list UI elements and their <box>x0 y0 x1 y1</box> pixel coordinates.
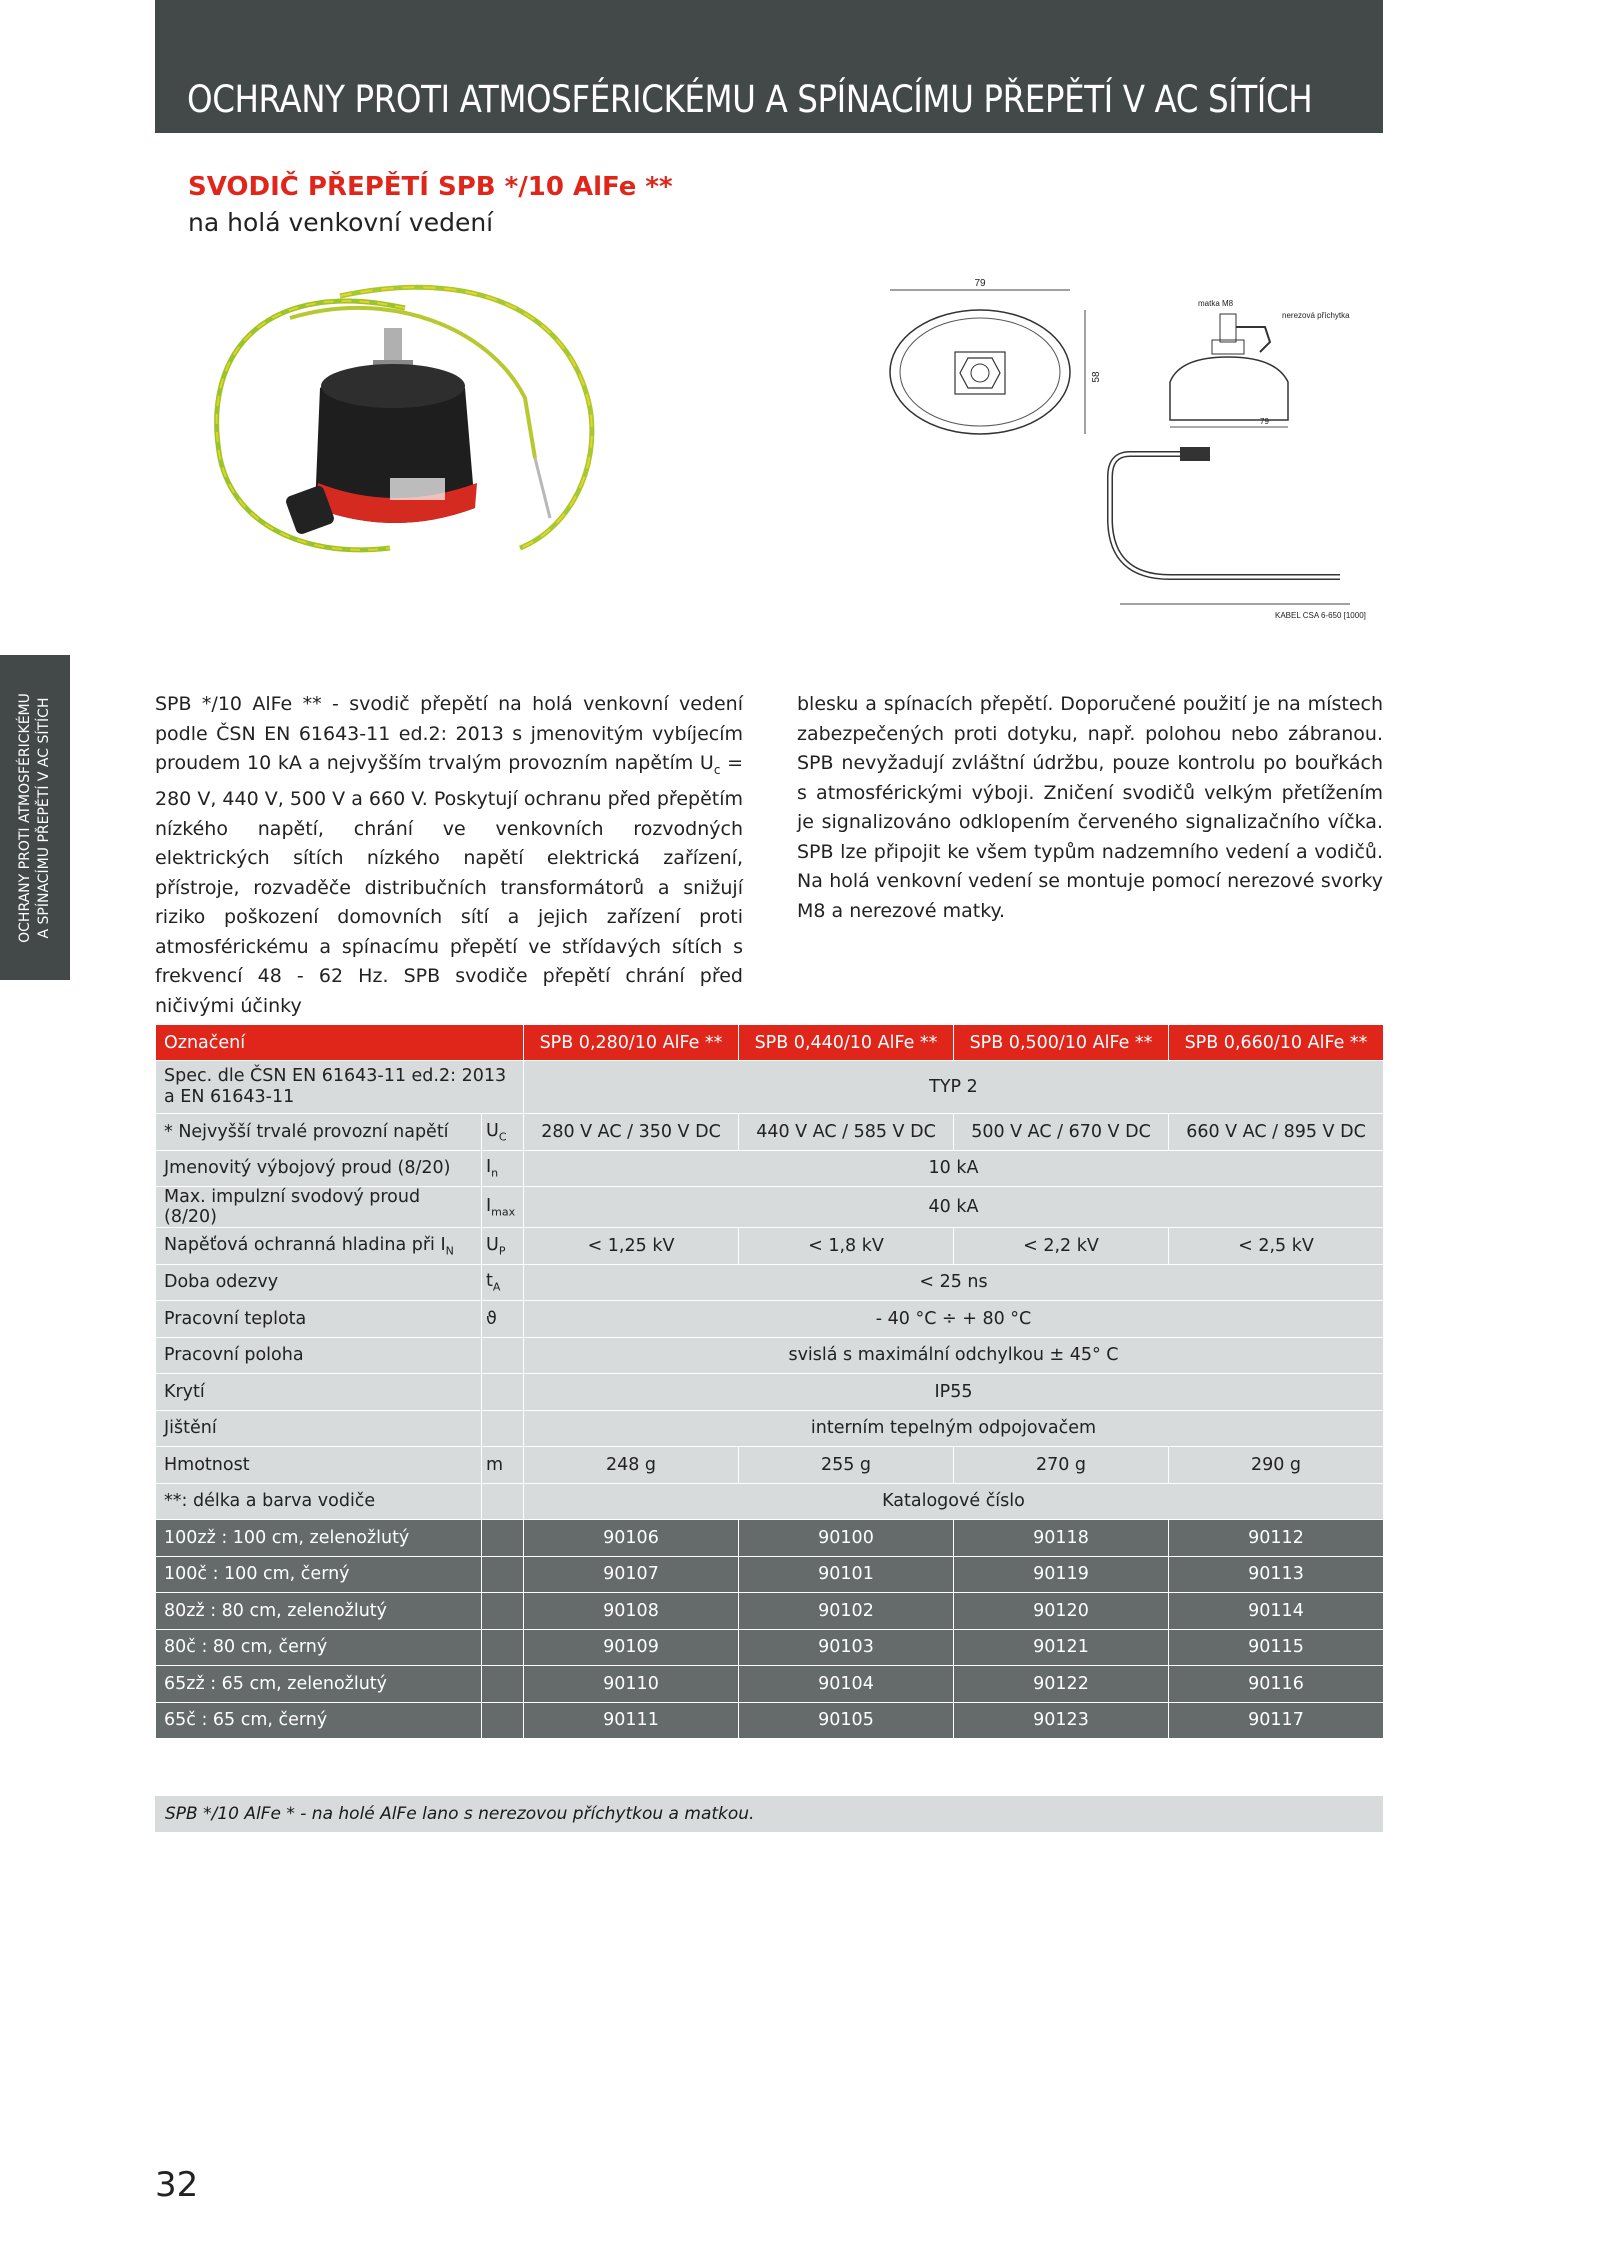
catalog-number: 90117 <box>1169 1702 1384 1739</box>
table-row <box>156 1114 1384 1151</box>
catalog-number: 90112 <box>1169 1520 1384 1557</box>
table-row <box>156 1374 1384 1411</box>
catalog-number: 90104 <box>739 1666 954 1703</box>
page-number: 32 <box>155 2165 199 2205</box>
row-label: 80č : 80 cm, černý <box>156 1629 482 1666</box>
row-label: 65zž : 65 cm, zelenožlutý <box>156 1666 482 1703</box>
label-nut: matka M8 <box>1198 299 1234 308</box>
catalog-row <box>156 1556 1384 1593</box>
product-subtitle: na holá venkovní vedení <box>188 208 494 237</box>
header-model: SPB 0,660/10 AlFe ** <box>1169 1025 1384 1061</box>
row-label: Jmenovitý výbojový proud (8/20) <box>156 1150 482 1187</box>
row-value: < 1,8 kV <box>739 1228 954 1265</box>
side-tab <box>0 655 70 980</box>
row-value: 10 kA <box>524 1150 1384 1187</box>
row-value: 280 V AC / 350 V DC <box>524 1114 739 1151</box>
row-value: 40 kA <box>524 1187 1384 1228</box>
product-photo <box>190 268 620 586</box>
header-model: SPB 0,280/10 AlFe ** <box>524 1025 739 1061</box>
row-label: Spec. dle ČSN EN 61643-11 ed.2: 2013 a EN 61643-11 <box>156 1061 524 1114</box>
catalog-number: 90106 <box>524 1520 739 1557</box>
row-symbol <box>482 1483 524 1520</box>
row-symbol: $U_P$ <box>482 1228 524 1265</box>
row-value: svislá s maximální odchylkou ± 45° C <box>524 1337 1384 1374</box>
table-row <box>156 1301 1384 1338</box>
product-title: SVODIČ PŘEPĚTÍ SPB */10 AlFe ** <box>188 172 673 202</box>
row-label: Jištění <box>156 1410 482 1447</box>
row-label: Napěťová ochranná hladina při $I_N$ <box>156 1228 482 1265</box>
row-symbol <box>482 1702 524 1739</box>
dim-inner: 79 <box>1260 417 1269 426</box>
catalog-number: 90107 <box>524 1556 739 1593</box>
table-row <box>156 1337 1384 1374</box>
catalog-number: 90122 <box>954 1666 1169 1703</box>
row-symbol: ϑ <box>482 1301 524 1338</box>
description-right: blesku a spínacích přepětí. Doporučené použití je na místech zabezpečených proti dotyku, např. polohou nebo zábranou. SPB nevyžadují zvláštní údržbu, pouze kontrolu po bouřkách s atmosférickými výboji. Zničení svodičů velkým přetížením je signalizováno odklopením červeného signalizačního víčka. SPB lze připojit ke všem typům nadzemního vedení a vodičů. Na holá venkovní vedení se montuje pomocí nerezové svorky M8 a nerezové matky. <box>797 693 1383 922</box>
row-value: 248 g <box>524 1447 739 1484</box>
row-value: 660 V AC / 895 V DC <box>1169 1114 1384 1151</box>
catalog-row <box>156 1629 1384 1666</box>
catalog-number: 90105 <box>739 1702 954 1739</box>
table-row <box>156 1264 1384 1301</box>
side-tab-label: OCHRANY PROTI ATMOSFÉRICKÉMU A SPÍNACÍMU PŘEPĚTÍ V AC SÍTÍCH <box>17 692 52 943</box>
description-left: SPB */10 AlFe ** - svodič přepětí na holá venkovní vedení podle ČSN EN 61643-11 ed.2: 2013 s jmenovitým vybíjecím proudem 10 kA a nejvyšším trvalým provozním napětím $U_c = 280$ V, 440 V, 500 V a 660 V. Poskytují ochranu před přepětím nízkého napětí, chrání ve venkovních rozvodných elektrických sítích nízkého napětí elektrická zařízení, přístroje, rozvaděče distribučních transformátorů a snižují riziko poškození domovních sítí a jejich zařízení proti atmosférickému a spínacímu přepětí ve střídavých sítích s frekvencí 48 - 62 Hz. SPB svodiče přepětí chrání před ničivými účinky <box>155 693 744 1017</box>
label-clamp: nerezová příchytka <box>1282 311 1350 320</box>
row-label: Doba odezvy <box>156 1264 482 1301</box>
row-symbol: $t_A$ <box>482 1264 524 1301</box>
catalog-number: 90116 <box>1169 1666 1384 1703</box>
catalog-number: 90120 <box>954 1593 1169 1630</box>
catalog-number: 90114 <box>1169 1593 1384 1630</box>
row-label: 80zž : 80 cm, zelenožlutý <box>156 1593 482 1630</box>
technical-drawing <box>880 272 1370 632</box>
catalog-row <box>156 1520 1384 1557</box>
row-label: Hmotnost <box>156 1447 482 1484</box>
footnote: SPB */10 AlFe * - na holé AlFe lano s nerezovou příchytkou a matkou. <box>155 1796 1383 1832</box>
row-value: 290 g <box>1169 1447 1384 1484</box>
catalog-number: 90101 <box>739 1556 954 1593</box>
table-row <box>156 1447 1384 1484</box>
row-symbol <box>482 1629 524 1666</box>
catalog-number: 90110 <box>524 1666 739 1703</box>
catalog-number: 90102 <box>739 1593 954 1630</box>
table-header-row <box>156 1025 1384 1061</box>
row-symbol <box>482 1410 524 1447</box>
row-label: **: délka a barva vodiče <box>156 1483 482 1520</box>
table-row <box>156 1061 1384 1114</box>
catalog-number: 90103 <box>739 1629 954 1666</box>
row-label: Krytí <box>156 1374 482 1411</box>
row-value: 500 V AC / 670 V DC <box>954 1114 1169 1151</box>
catalog-number: 90118 <box>954 1520 1169 1557</box>
row-label: 100zž : 100 cm, zelenožlutý <box>156 1520 482 1557</box>
row-label: Max. impulzní svodový proud (8/20) <box>156 1187 482 1228</box>
table-row <box>156 1150 1384 1187</box>
header-label: Označení <box>156 1025 524 1061</box>
row-label: * Nejvyšší trvalé provozní napětí <box>156 1114 482 1151</box>
table-row <box>156 1410 1384 1447</box>
catalog-row <box>156 1702 1384 1739</box>
row-value: 255 g <box>739 1447 954 1484</box>
dim-height: 58 <box>1091 371 1102 383</box>
catalog-row <box>156 1593 1384 1630</box>
catalog-number: 90113 <box>1169 1556 1384 1593</box>
catalog-number: 90111 <box>524 1702 739 1739</box>
header-model: SPB 0,500/10 AlFe ** <box>954 1025 1169 1061</box>
row-value: < 25 ns <box>524 1264 1384 1301</box>
row-value: 440 V AC / 585 V DC <box>739 1114 954 1151</box>
catalog-number: 90100 <box>739 1520 954 1557</box>
spec-table <box>155 1024 1384 1739</box>
catalog-number: 90121 <box>954 1629 1169 1666</box>
table-row <box>156 1187 1384 1228</box>
catalog-row <box>156 1666 1384 1703</box>
row-symbol <box>482 1374 524 1411</box>
row-symbol <box>482 1666 524 1703</box>
dim-width: 79 <box>974 278 986 289</box>
table-row <box>156 1228 1384 1265</box>
label-cable: KABEL CSA 6-650 [1000] <box>1275 611 1366 620</box>
row-symbol <box>482 1556 524 1593</box>
row-symbol: $U_C$ <box>482 1114 524 1151</box>
row-value: < 2,5 kV <box>1169 1228 1384 1265</box>
row-label: Pracovní poloha <box>156 1337 482 1374</box>
row-symbol: $I_n$ <box>482 1150 524 1187</box>
row-label: 100č : 100 cm, černý <box>156 1556 482 1593</box>
header-model: SPB 0,440/10 AlFe ** <box>739 1025 954 1061</box>
row-label: Pracovní teplota <box>156 1301 482 1338</box>
row-value: Katalogové číslo <box>524 1483 1384 1520</box>
catalog-number: 90115 <box>1169 1629 1384 1666</box>
row-value: < 1,25 kV <box>524 1228 739 1265</box>
catalog-number: 90119 <box>954 1556 1169 1593</box>
catalog-number: 90108 <box>524 1593 739 1630</box>
row-symbol: $I_{max}$ <box>482 1187 524 1228</box>
row-label: 65č : 65 cm, černý <box>156 1702 482 1739</box>
row-symbol <box>482 1520 524 1557</box>
row-value: - 40 °C ÷ + 80 °C <box>524 1301 1384 1338</box>
table-row <box>156 1483 1384 1520</box>
row-symbol <box>482 1593 524 1630</box>
page-title: OCHRANY PROTI ATMOSFÉRICKÉMU A SPÍNACÍMU PŘEPĚTÍ V AC SÍTÍCH <box>187 78 1313 121</box>
row-value: 270 g <box>954 1447 1169 1484</box>
row-value: IP55 <box>524 1374 1384 1411</box>
row-symbol <box>482 1337 524 1374</box>
row-symbol: m <box>482 1447 524 1484</box>
header-bar <box>155 0 1383 133</box>
catalog-number: 90123 <box>954 1702 1169 1739</box>
row-value: interním tepelným odpojovačem <box>524 1410 1384 1447</box>
row-value: TYP 2 <box>524 1061 1384 1114</box>
catalog-number: 90109 <box>524 1629 739 1666</box>
row-value: < 2,2 kV <box>954 1228 1169 1265</box>
